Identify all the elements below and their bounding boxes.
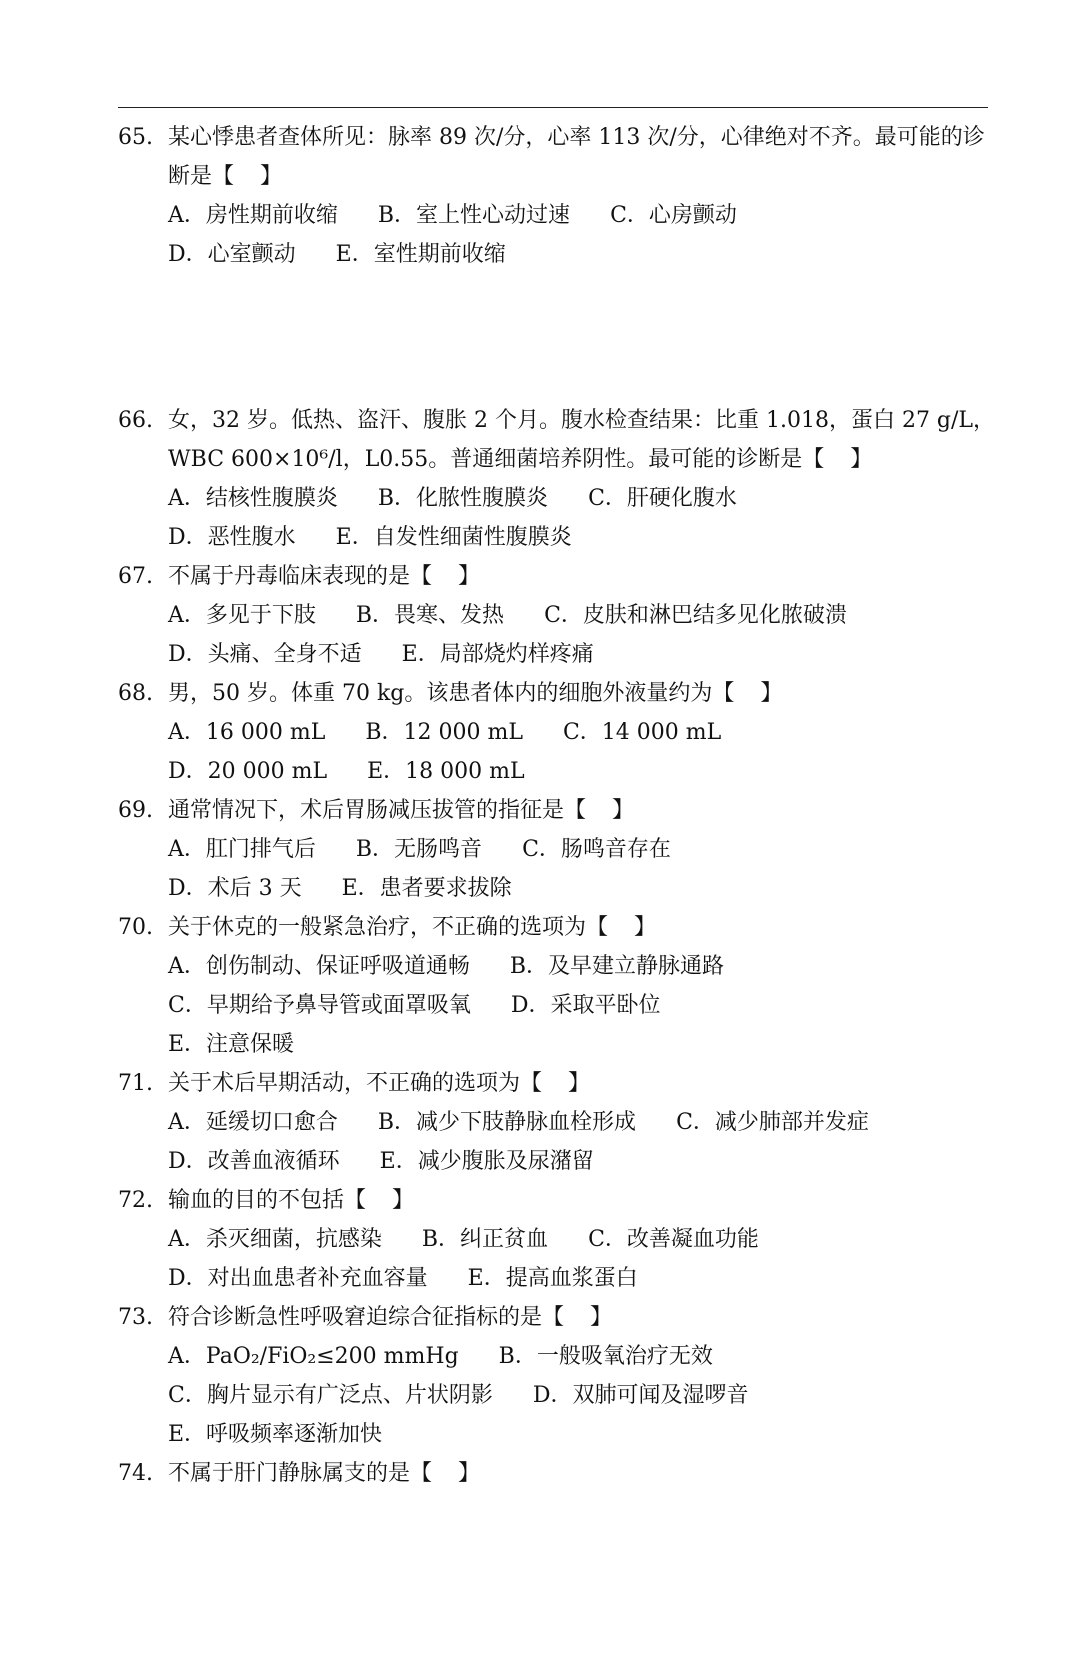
option-e: E．自发性细菌性腹膜炎 bbox=[335, 525, 572, 550]
answer-bracket: 【 】 bbox=[712, 681, 785, 706]
question-73 bbox=[118, 1298, 998, 1454]
option-row bbox=[168, 1220, 998, 1259]
question-number: 67. bbox=[118, 564, 153, 589]
question-71 bbox=[118, 1064, 998, 1181]
option-d: D．采取平卧位 bbox=[510, 993, 661, 1018]
option-a: A．肛门排气后 bbox=[168, 837, 316, 862]
option-b: B．室上性心动过速 bbox=[377, 203, 571, 228]
option-row bbox=[168, 596, 998, 635]
question-number: 72. bbox=[118, 1188, 153, 1213]
option-d: D．改善血液循环 bbox=[168, 1149, 340, 1174]
option-row bbox=[168, 1337, 998, 1376]
option-a: A．房性期前收缩 bbox=[168, 203, 338, 228]
option-row bbox=[168, 1376, 998, 1415]
question-number: 71. bbox=[118, 1071, 153, 1096]
question-number: 68. bbox=[118, 681, 153, 706]
answer-bracket: 【 】 bbox=[564, 798, 637, 823]
option-d: D．心室颤动 bbox=[168, 242, 296, 267]
option-a: A．多见于下肢 bbox=[168, 603, 316, 628]
question-number: 69. bbox=[118, 798, 153, 823]
option-a: A．16 000 mL bbox=[168, 720, 326, 745]
question-74 bbox=[118, 1454, 998, 1493]
option-e: E．减少腹胀及尿潴留 bbox=[379, 1149, 594, 1174]
option-e: E．呼吸频率逐渐加快 bbox=[168, 1422, 383, 1447]
option-b: B．纠正贫血 bbox=[421, 1227, 549, 1252]
option-row bbox=[168, 1415, 998, 1454]
option-b: B．减少下肢静脉血栓形成 bbox=[377, 1110, 637, 1135]
option-b: B．无肠鸣音 bbox=[355, 837, 483, 862]
option-d: D．20 000 mL bbox=[168, 759, 328, 784]
question-65 bbox=[118, 118, 998, 274]
option-c: C．胸片显示有广泛点、片状阴影 bbox=[168, 1383, 493, 1408]
option-row bbox=[168, 752, 998, 791]
question-stem: 不属于肝门静脉属支的是 bbox=[168, 1461, 411, 1486]
answer-bracket: 【 】 bbox=[586, 915, 659, 940]
option-c: C．早期给予鼻导管或面罩吸氧 bbox=[168, 993, 471, 1018]
option-row bbox=[168, 830, 998, 869]
option-row bbox=[168, 947, 998, 986]
option-row bbox=[168, 235, 998, 274]
option-e: E．室性期前收缩 bbox=[335, 242, 506, 267]
option-e: E．局部烧灼样疼痛 bbox=[401, 642, 594, 667]
question-67 bbox=[118, 557, 998, 674]
option-row bbox=[168, 1103, 998, 1142]
option-e: E．注意保暖 bbox=[168, 1032, 295, 1057]
answer-bracket: 【 】 bbox=[410, 1461, 483, 1486]
question-66 bbox=[118, 401, 998, 557]
question-number: 73. bbox=[118, 1305, 153, 1330]
question-stem: 通常情况下，术后胃肠减压拔管的指征是 bbox=[168, 798, 565, 823]
option-row bbox=[168, 479, 998, 518]
option-b: B．化脓性腹膜炎 bbox=[377, 486, 549, 511]
question-70 bbox=[118, 908, 998, 1064]
option-d: D．术后 3 天 bbox=[168, 876, 302, 901]
option-b: B．一般吸氧治疗无效 bbox=[498, 1344, 713, 1369]
question-stem: 不属于丹毒临床表现的是 bbox=[168, 564, 411, 589]
option-b: B．及早建立静脉通路 bbox=[509, 954, 725, 979]
question-stem: 符合诊断急性呼吸窘迫综合征指标的是 bbox=[168, 1305, 543, 1330]
answer-bracket: 【 】 bbox=[542, 1305, 615, 1330]
question-69 bbox=[118, 791, 998, 908]
option-e: E．提高血浆蛋白 bbox=[467, 1266, 638, 1291]
option-c: C．皮肤和淋巴结多见化脓破溃 bbox=[544, 603, 847, 628]
option-e: E．患者要求拔除 bbox=[341, 876, 512, 901]
answer-bracket: 【 】 bbox=[410, 564, 483, 589]
option-d: D．恶性腹水 bbox=[168, 525, 296, 550]
question-stem: 女，32 岁。低热、盗汗、腹胀 2 个月。腹水检查结果：比重 1.018，蛋白 27 g/L，WBC 600×10⁶/l，L0.55。普通细菌培养阴性。最可能的诊断是 bbox=[168, 408, 996, 472]
question-stem: 输血的目的不包括 bbox=[168, 1188, 345, 1213]
option-a: A．创伤制动、保证呼吸道通畅 bbox=[168, 954, 470, 979]
question-stem: 某心悸患者查体所见：脉率 89 次/分，心率 113 次/分，心律绝对不齐。最可能的诊断是 bbox=[168, 125, 985, 189]
question-number: 74. bbox=[118, 1461, 153, 1486]
option-row bbox=[168, 196, 998, 235]
question-68 bbox=[118, 674, 998, 791]
option-b: B．畏寒、发热 bbox=[355, 603, 505, 628]
option-b: B．12 000 mL bbox=[365, 720, 523, 745]
option-a: A．杀灭细菌，抗感染 bbox=[168, 1227, 382, 1252]
answer-bracket: 【 】 bbox=[802, 447, 875, 472]
option-c: C．肠鸣音存在 bbox=[522, 837, 671, 862]
question-number: 70. bbox=[118, 915, 153, 940]
option-c: C．肝硬化腹水 bbox=[588, 486, 737, 511]
option-row bbox=[168, 1259, 998, 1298]
option-row bbox=[168, 869, 998, 908]
question-72 bbox=[118, 1181, 998, 1298]
question-stem: 关于休克的一般紧急治疗，不正确的选项为 bbox=[168, 915, 587, 940]
option-a: A．PaO₂/FiO₂≤200 mmHg bbox=[168, 1344, 459, 1369]
option-row bbox=[168, 713, 998, 752]
option-c: C．改善凝血功能 bbox=[588, 1227, 759, 1252]
option-row bbox=[168, 1142, 998, 1181]
header-rule bbox=[118, 107, 988, 108]
option-a: A．结核性腹膜炎 bbox=[168, 486, 338, 511]
answer-bracket: 【 】 bbox=[344, 1188, 417, 1213]
question-stem: 关于术后早期活动，不正确的选项为 bbox=[168, 1071, 521, 1096]
option-d: D．头痛、全身不适 bbox=[168, 642, 362, 667]
question-number: 66. bbox=[118, 408, 153, 433]
option-c: C．14 000 mL bbox=[562, 720, 722, 745]
answer-bracket: 【 】 bbox=[520, 1071, 593, 1096]
option-e: E．18 000 mL bbox=[367, 759, 525, 784]
option-row bbox=[168, 986, 998, 1025]
question-stem: 男，50 岁。体重 70 kg。该患者体内的细胞外液量约为 bbox=[168, 681, 713, 706]
option-c: C．心房颤动 bbox=[610, 203, 737, 228]
option-row bbox=[168, 518, 998, 557]
option-row bbox=[168, 1025, 998, 1064]
question-number: 65. bbox=[118, 125, 153, 150]
option-c: C．减少肺部并发症 bbox=[676, 1110, 869, 1135]
option-a: A．延缓切口愈合 bbox=[168, 1110, 338, 1135]
answer-bracket: 【 】 bbox=[212, 164, 285, 189]
option-row bbox=[168, 635, 998, 674]
option-d: D．对出血患者补充血容量 bbox=[168, 1266, 428, 1291]
option-d: D．双肺可闻及湿啰音 bbox=[532, 1383, 749, 1408]
